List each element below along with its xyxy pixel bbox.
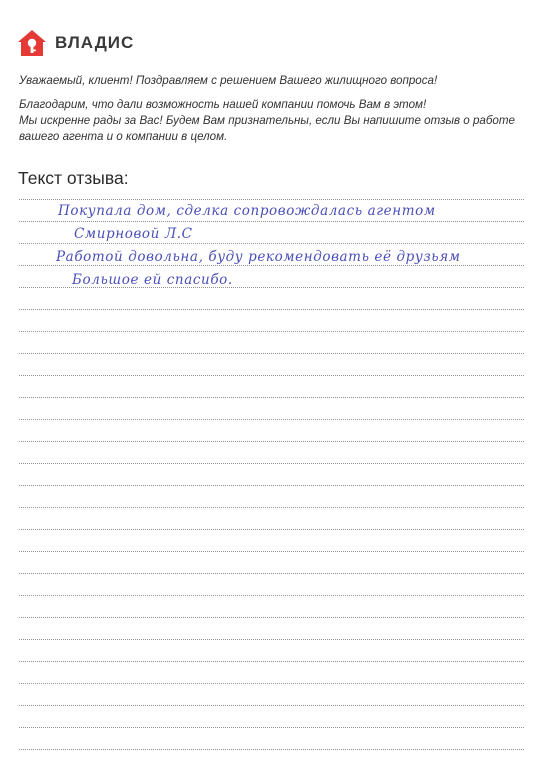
- brand-name: ВЛАДИС: [55, 33, 135, 52]
- handwritten-line: Большое ей спасибо.: [72, 272, 233, 288]
- greeting-line: Уважаемый, клиент! Поздравляем с решением Вашего жилищного вопроса!: [19, 74, 438, 87]
- thanks-line: Благодарим, что дали возможность нашей компании помочь Вам в этом!: [19, 98, 427, 111]
- handwritten-line: Смирновой Л.С: [74, 226, 193, 242]
- request-line-continued: вашего агента и о компании в целом.: [19, 130, 228, 143]
- handwritten-line: Покупала дом, сделка сопровождалась агентом: [58, 203, 436, 219]
- request-line: Мы искренне рады за Вас! Будем Вам признательны, если Вы напишите отзыв о работе: [19, 114, 515, 127]
- handwritten-line: Работой довольна, буду рекомендовать её друзьям: [56, 249, 461, 265]
- review-heading: Текст отзыва:: [18, 168, 129, 188]
